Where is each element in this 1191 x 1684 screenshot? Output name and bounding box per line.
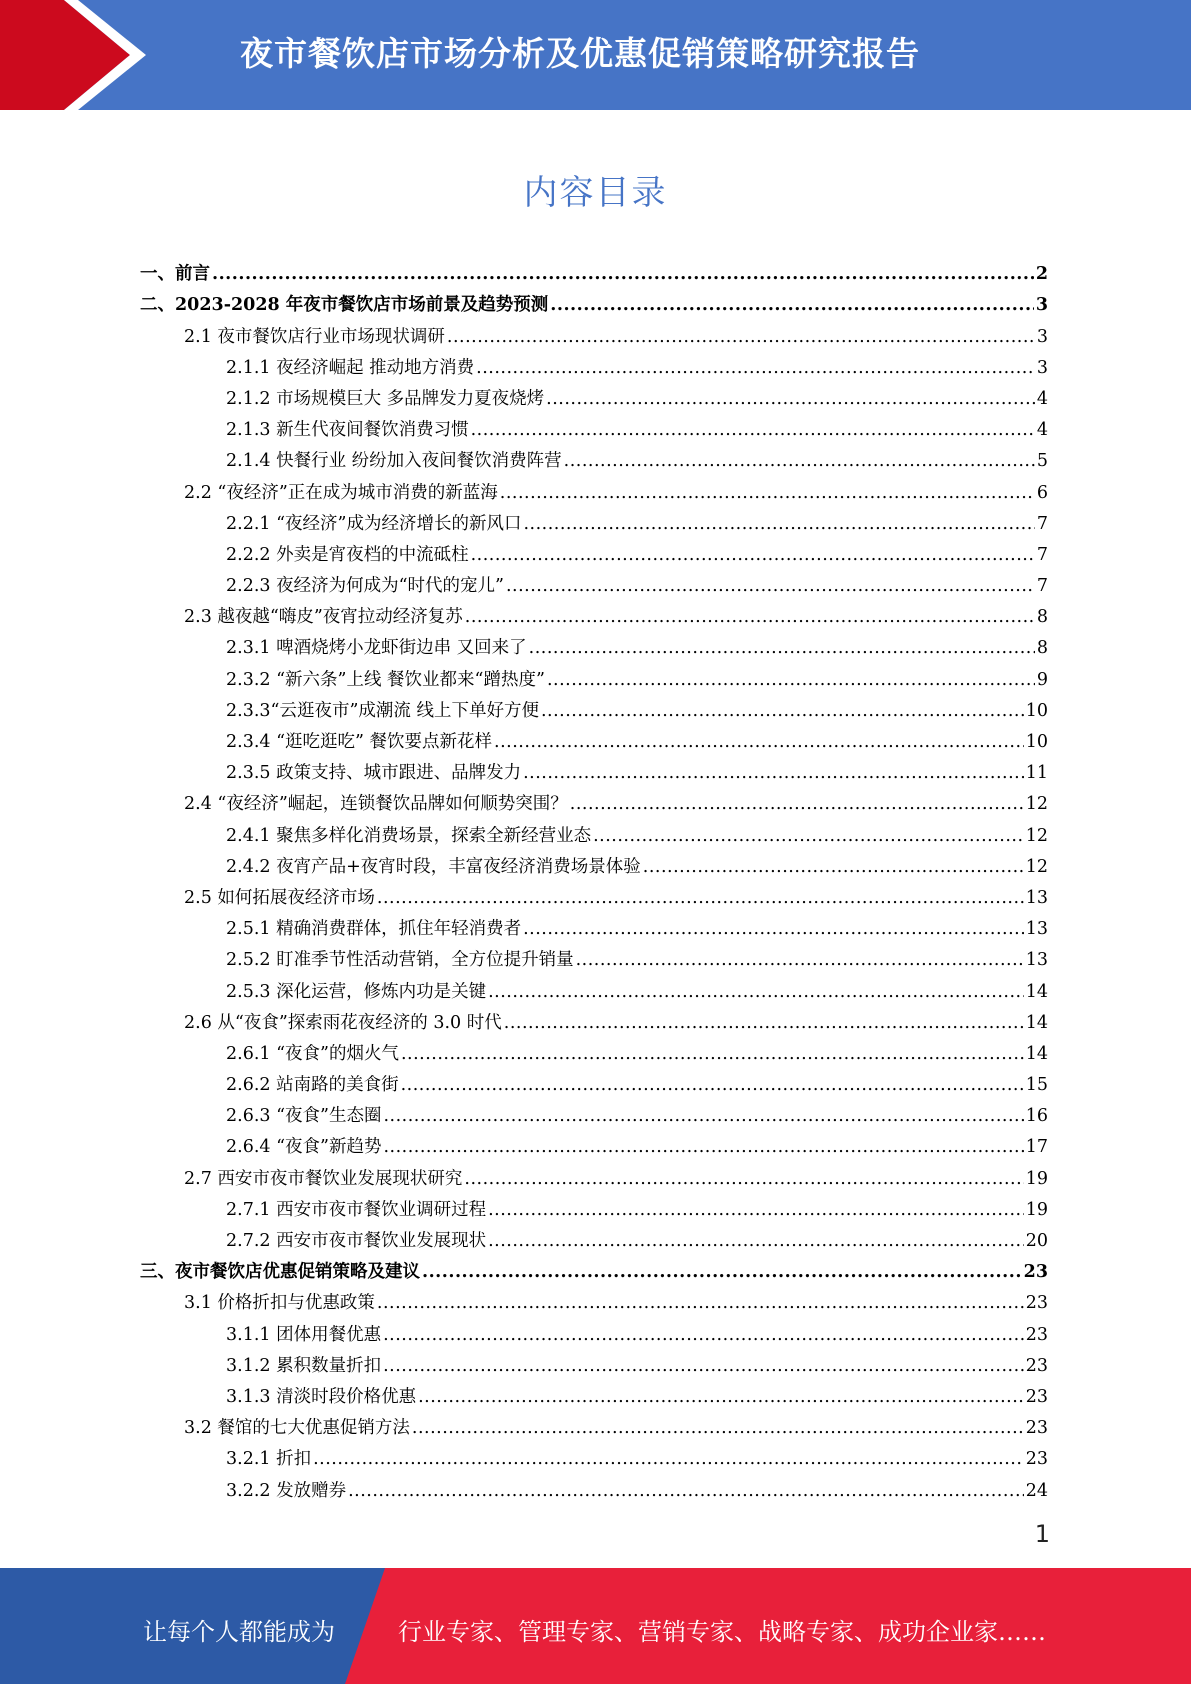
footer-slogan-left: 让每个人都能成为 [143, 1618, 335, 1646]
toc-entry-page: 14 [1025, 981, 1048, 1002]
toc-dot-leader [593, 825, 1024, 847]
toc-entry-title: 2.1.3 新生代夜间餐饮消费习惯 [226, 420, 469, 441]
toc-entry-title: 2.5.3 深化运营，修炼内功是关键 [226, 981, 487, 1002]
toc-dot-leader [212, 263, 1034, 285]
toc-dot-leader [643, 856, 1024, 878]
toc-dot-leader [488, 1230, 1024, 1252]
toc-entry[interactable] [140, 1314, 1048, 1345]
toc-entry-page: 3 [1035, 295, 1048, 316]
toc-entry-page: 4 [1036, 388, 1048, 409]
toc-entry-page: 13 [1025, 887, 1048, 908]
toc-entry-title: 2.3.2 “新六条”上线 餐饮业都来“蹭热度” [226, 669, 545, 690]
toc-dot-leader [464, 1168, 1023, 1190]
toc-entry-title: 三、夜市餐饮店优惠促销策略及建议 [140, 1262, 420, 1283]
toc-entry-page: 14 [1025, 1012, 1048, 1033]
toc-entry-title: 2.3 越夜越“嗨皮”夜宵拉动经济复苏 [184, 607, 463, 628]
toc-entry[interactable] [140, 971, 1048, 1002]
toc-entry[interactable] [140, 504, 1048, 535]
toc-dot-leader [576, 949, 1024, 971]
toc-entry-page: 24 [1025, 1480, 1048, 1501]
toc-entry[interactable] [140, 254, 1048, 285]
toc-dot-leader [550, 294, 1034, 316]
toc-dot-leader [348, 1480, 1024, 1502]
toc-entry-page: 20 [1025, 1231, 1048, 1251]
page-footer [0, 1568, 1191, 1684]
toc-entry[interactable] [140, 1190, 1048, 1221]
toc-entry[interactable] [140, 659, 1048, 690]
toc-entry-title: 2.6 从“夜食”探索雨花夜经济的 3.0 时代 [184, 1012, 502, 1033]
toc-entry-title: 3.1.1 团体用餐优惠 [226, 1324, 382, 1345]
toc-dot-leader [412, 1417, 1024, 1439]
toc-entry-page: 23 [1025, 1418, 1048, 1439]
toc-dot-leader [377, 887, 1024, 909]
toc-entry-page: 23 [1023, 1262, 1048, 1283]
toc-entry-title: 2.6.2 站南路的美食街 [226, 1075, 399, 1096]
toc-entry-title: 2.2.1 “夜经济”成为经济增长的新风口 [226, 513, 522, 534]
toc-entry-title: 3.1.2 累积数量折扣 [226, 1355, 382, 1376]
toc-dot-leader [383, 1136, 1023, 1158]
toc-dot-leader [418, 1386, 1024, 1408]
toc-dot-leader [523, 762, 1024, 784]
toc-entry-title: 2.4.2 夜宵产品+夜宵时段，丰富夜经济消费场景体验 [226, 856, 641, 877]
toc-entry-page: 23 [1025, 1355, 1048, 1376]
toc-dot-leader [383, 1105, 1023, 1127]
toc-entry-page: 14 [1025, 1043, 1048, 1064]
toc-entry[interactable] [140, 1439, 1048, 1470]
toc-entry[interactable] [140, 784, 1048, 815]
toc-entry-title: 2.1 夜市餐饮店行业市场现状调研 [184, 326, 445, 347]
toc-dot-leader [377, 1292, 1024, 1314]
toc-entry-title: 一、前言 [140, 264, 210, 285]
toc-entry[interactable] [140, 1034, 1048, 1065]
toc-entry-title: 2.6.3 “夜食”生态圈 [226, 1106, 382, 1127]
toc-entry-title: 3.2 餐馆的七大优惠促销方法 [184, 1418, 410, 1439]
toc-dot-leader [541, 700, 1024, 722]
toc-entry-title: 2.3.5 政策支持、城市跟进、品牌发力 [226, 763, 522, 784]
toc-dot-leader [476, 357, 1035, 379]
toc-entry-page: 3 [1036, 326, 1048, 347]
toc-entry-page: 7 [1036, 544, 1048, 565]
toc-entry-title: 2.5 如何拓展夜经济市场 [184, 887, 375, 908]
toc-entry[interactable] [140, 628, 1048, 659]
toc-entry-page: 10 [1025, 700, 1048, 721]
toc-entry-page: 2 [1035, 264, 1048, 285]
toc-dot-leader [471, 544, 1035, 566]
toc-dot-leader [546, 388, 1035, 410]
toc-entry[interactable] [140, 535, 1048, 566]
toc-entry[interactable] [140, 1221, 1048, 1252]
toc-entry-title: 2.5.2 盯准季节性活动营销，全方位提升销量 [226, 950, 574, 971]
toc-entry-page: 6 [1036, 482, 1048, 503]
toc-entry-page: 8 [1036, 638, 1048, 659]
toc-entry-title: 2.6.4 “夜食”新趋势 [226, 1137, 382, 1158]
toc-entry-page: 9 [1036, 669, 1048, 690]
toc-entry[interactable] [140, 410, 1048, 441]
toc-dot-leader [523, 513, 1034, 535]
toc-entry-title: 2.2 “夜经济”正在成为城市消费的新蓝海 [184, 482, 498, 503]
toc-entry-title: 3.1.3 清淡时段价格优惠 [226, 1386, 417, 1407]
toc-entry-title: 2.1.2 市场规模巨大 多品牌发力夏夜烧烤 [226, 388, 545, 409]
toc-heading: 内容目录 [523, 173, 668, 213]
toc-entry-page: 8 [1036, 607, 1048, 628]
toc-entry-title: 2.2.2 外卖是宵夜档的中流砥柱 [226, 544, 469, 565]
toc-entry-page: 23 [1025, 1324, 1048, 1345]
toc-entry[interactable] [140, 1408, 1048, 1439]
toc-entry-title: 2.3.1 啤酒烧烤小龙虾街边串 又回来了 [226, 638, 527, 659]
toc-entry[interactable] [140, 847, 1048, 878]
toc-entry-title: 2.3.3“云逛夜市”成潮流 线上下单好方便 [226, 700, 539, 721]
toc-entry[interactable] [140, 566, 1048, 597]
toc-entry[interactable] [140, 1283, 1048, 1314]
toc-dot-leader [383, 1355, 1024, 1377]
toc-entry-page: 5 [1036, 451, 1048, 472]
toc-entry-title: 2.4 “夜经济”崛起，连锁餐饮品牌如何顺势突围？ [184, 794, 568, 815]
toc-dot-leader [383, 1324, 1024, 1346]
toc-entry-page: 10 [1025, 732, 1048, 752]
toc-entry-page: 17 [1025, 1137, 1048, 1158]
toc-dot-leader [547, 669, 1035, 691]
toc-entry[interactable] [140, 1377, 1048, 1408]
toc-entry-page: 12 [1025, 794, 1048, 815]
toc-dot-leader [422, 1261, 1022, 1283]
toc-dot-leader [401, 1074, 1024, 1096]
toc-entry-page: 23 [1025, 1449, 1048, 1470]
page-header [0, 0, 1191, 110]
table-of-contents [140, 254, 1048, 1502]
toc-entry[interactable] [140, 1065, 1048, 1096]
toc-entry-page: 12 [1025, 825, 1048, 846]
page-number: 1 [1034, 1520, 1050, 1548]
toc-entry-title: 2.4.1 聚焦多样化消费场景，探索全新经营业态 [226, 825, 592, 846]
toc-entry-page: 13 [1025, 950, 1048, 971]
toc-entry-title: 2.5.1 精确消费群体，抓住年轻消费者 [226, 919, 522, 940]
toc-entry-page: 19 [1025, 1168, 1048, 1189]
toc-entry[interactable] [140, 1470, 1048, 1501]
toc-entry[interactable] [140, 691, 1048, 722]
toc-entry[interactable] [140, 909, 1048, 940]
toc-entry[interactable] [140, 316, 1048, 347]
toc-dot-leader [465, 606, 1035, 628]
toc-dot-leader [313, 1448, 1024, 1470]
toc-entry[interactable] [140, 597, 1048, 628]
toc-entry[interactable] [140, 878, 1048, 909]
toc-entry-title: 2.2.3 夜经济为何成为“时代的宠儿” [226, 576, 504, 597]
toc-entry-title: 2.6.1 “夜食”的烟火气 [226, 1043, 399, 1064]
report-title: 夜市餐饮店市场分析及优惠促销策略研究报告 [240, 34, 920, 73]
toc-entry-page: 4 [1036, 420, 1048, 441]
toc-entry[interactable] [140, 1096, 1048, 1127]
toc-entry[interactable] [140, 940, 1048, 971]
footer-slogan-right: 行业专家、管理专家、营销专家、战略专家、成功企业家…… [398, 1618, 1046, 1646]
toc-entry-page: 12 [1025, 856, 1048, 877]
toc-entry-title: 2.1.1 夜经济崛起 推动地方消费 [226, 357, 475, 378]
toc-dot-leader [504, 1012, 1024, 1034]
toc-entry-page: 11 [1025, 763, 1048, 784]
toc-entry[interactable] [140, 753, 1048, 784]
toc-entry-page: 7 [1036, 513, 1048, 534]
toc-entry-title: 2.7.1 西安市夜市餐饮业调研过程 [226, 1199, 487, 1220]
toc-entry[interactable] [140, 285, 1048, 316]
toc-entry-title: 二、2023-2028 年夜市餐饮店市场前景及趋势预测 [140, 295, 549, 316]
toc-entry[interactable] [140, 1346, 1048, 1377]
toc-entry[interactable] [140, 1003, 1048, 1034]
toc-entry[interactable] [140, 815, 1048, 846]
toc-dot-leader [471, 419, 1035, 441]
toc-entry-title: 2.1.4 快餐行业 纷纷加入夜间餐饮消费阵营 [226, 451, 562, 472]
toc-entry-page: 19 [1025, 1199, 1048, 1220]
toc-dot-leader [494, 731, 1024, 753]
toc-dot-leader [488, 1199, 1024, 1221]
toc-entry-page: 16 [1025, 1106, 1048, 1127]
toc-dot-leader [570, 793, 1024, 815]
toc-entry-page: 23 [1025, 1293, 1048, 1314]
toc-dot-leader [523, 918, 1024, 940]
toc-entry-title: 3.2.2 发放赠券 [226, 1480, 347, 1501]
toc-entry-title: 3.2.1 折扣 [226, 1449, 312, 1470]
toc-dot-leader [529, 637, 1035, 659]
toc-entry-page: 13 [1025, 919, 1048, 940]
toc-entry-page: 7 [1036, 576, 1048, 597]
toc-dot-leader [500, 482, 1035, 504]
toc-entry-title: 2.7 西安市夜市餐饮业发展现状研究 [184, 1168, 463, 1189]
toc-entry-page: 15 [1025, 1075, 1048, 1096]
toc-entry[interactable] [140, 348, 1048, 379]
toc-entry-title: 2.3.4 “逛吃逛吃” 餐饮要点新花样 [226, 732, 493, 752]
toc-entry-page: 23 [1025, 1386, 1048, 1407]
toc-dot-leader [488, 981, 1024, 1003]
toc-dot-leader [506, 575, 1035, 597]
toc-entry[interactable] [140, 1127, 1048, 1158]
toc-entry[interactable] [140, 379, 1048, 410]
toc-entry-page: 3 [1036, 357, 1048, 378]
toc-entry[interactable] [140, 472, 1048, 503]
toc-dot-leader [447, 326, 1035, 348]
toc-dot-leader [564, 450, 1035, 472]
toc-dot-leader [401, 1043, 1024, 1065]
toc-entry[interactable] [140, 441, 1048, 472]
toc-entry-title: 3.1 价格折扣与优惠政策 [184, 1293, 375, 1314]
toc-entry[interactable] [140, 722, 1048, 753]
toc-entry[interactable] [140, 1158, 1048, 1189]
toc-entry-title: 2.7.2 西安市夜市餐饮业发展现状 [226, 1231, 487, 1251]
toc-entry[interactable] [140, 1252, 1048, 1283]
